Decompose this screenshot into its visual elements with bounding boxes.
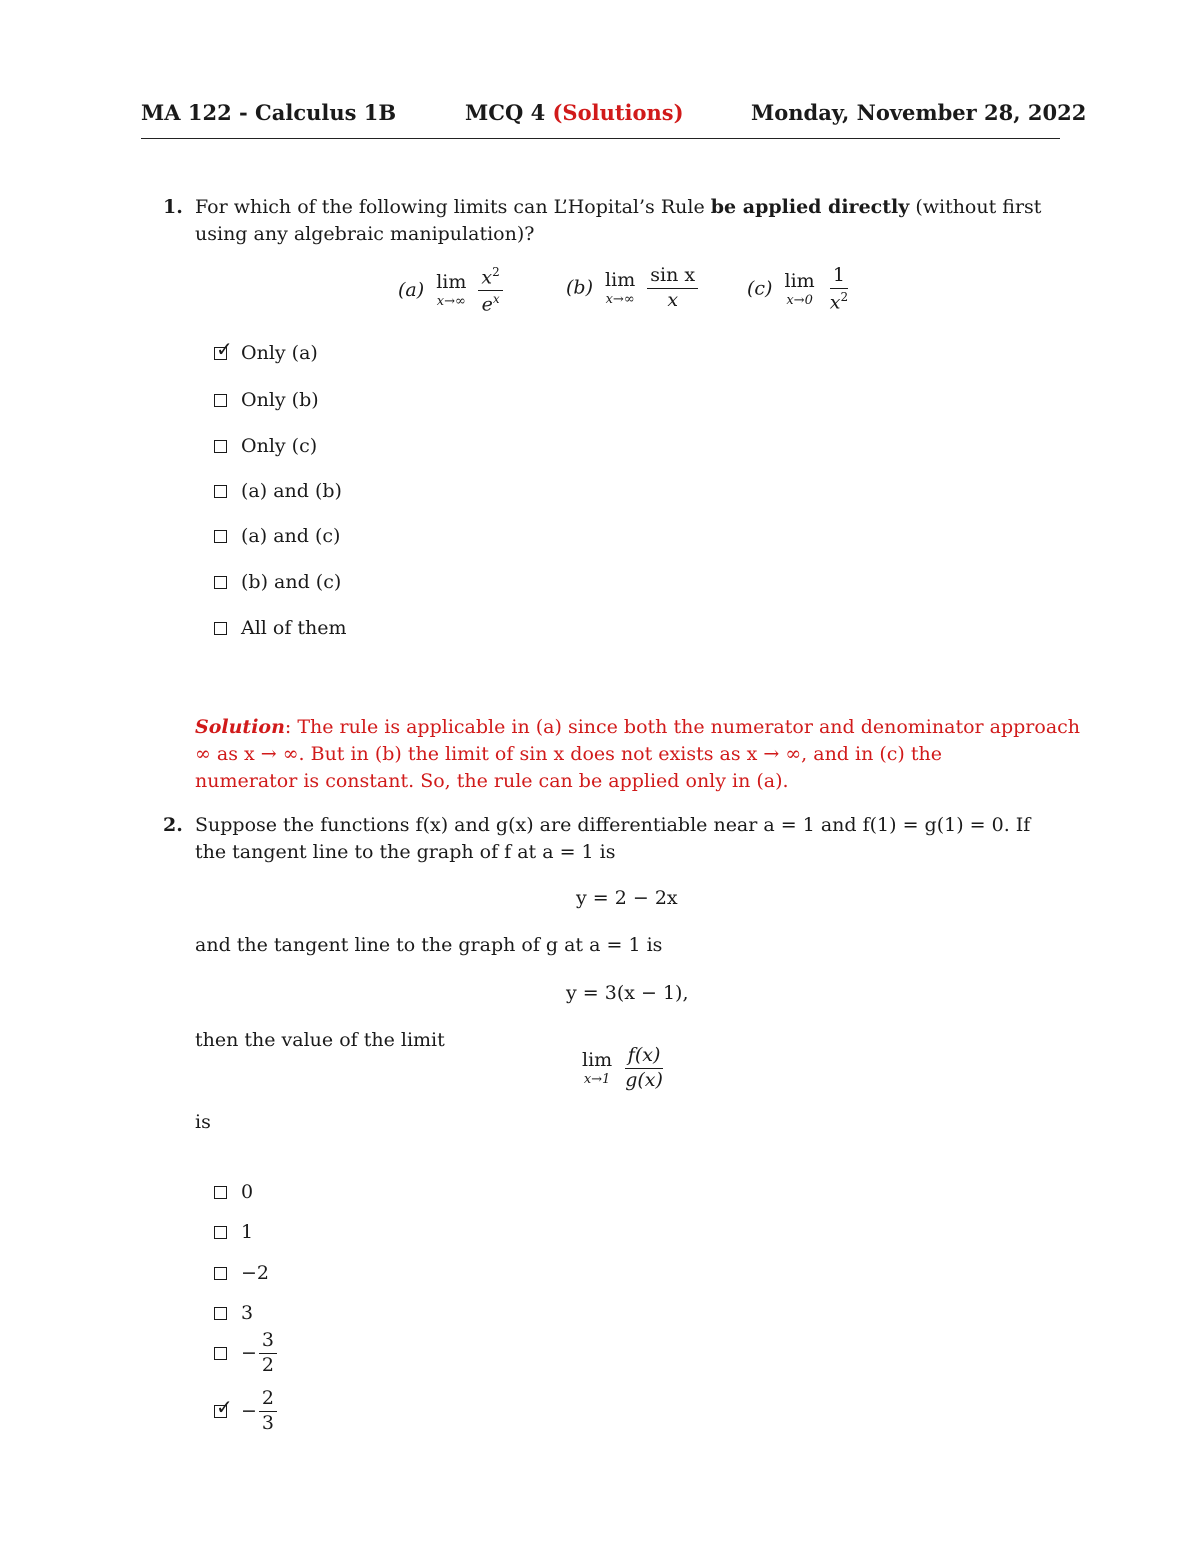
checkmark-icon: ✓: [216, 1394, 233, 1419]
solution-line3: numerator is constant. So, the rule can be applied only in (a).: [195, 770, 789, 792]
q1-option-2[interactable]: [214, 389, 319, 411]
q1-option-1[interactable]: [214, 336, 318, 364]
q1-number: 1.: [163, 196, 183, 218]
q1-option-label: (b) and (c): [241, 571, 342, 593]
q1-text-a: For which of the following limits can L’Hopital’s Rule: [195, 196, 705, 218]
q2-limit-num: f(x): [625, 1046, 664, 1069]
q2-option-1[interactable]: [214, 1181, 253, 1203]
limit-b-lim: lim x→∞: [605, 268, 636, 307]
q1-option-6[interactable]: [214, 571, 341, 593]
q2-option-5-frac: [259, 1331, 277, 1376]
header-rule: [141, 138, 1060, 139]
q1-option-5[interactable]: [214, 525, 340, 547]
checkbox-icon[interactable]: [214, 1186, 227, 1199]
q2-limit-den: g(x): [625, 1068, 663, 1091]
q2-option-3[interactable]: [214, 1262, 269, 1284]
limit-b: [566, 266, 698, 311]
mcq-label: MCQ 4: [465, 100, 546, 125]
limit-c-sub: x→0: [786, 293, 813, 309]
limit-a-frac: [478, 266, 502, 316]
solution-label: Solution: [195, 716, 285, 738]
limit-a-num: x: [481, 266, 493, 289]
limit-a-den-sup: x: [492, 292, 500, 307]
checkbox-icon[interactable]: [214, 1347, 227, 1360]
q2-line1: Suppose the functions f(x) and g(x) are differentiable near a = 1 and f(1) = g(1) = 0. If: [195, 814, 1031, 836]
mcq-title: [465, 100, 684, 125]
q2-limit: [582, 1046, 666, 1091]
limit-c-lim: lim x→0: [784, 270, 815, 309]
limit-b-frac: [647, 266, 698, 311]
q2-option-5[interactable]: [214, 1331, 277, 1376]
checkbox-icon[interactable]: [214, 394, 227, 407]
course-title: MA 122 - Calculus 1B: [141, 100, 397, 125]
q1-text-line1: [195, 196, 1041, 218]
q1-text-b: (without first: [915, 196, 1042, 218]
limit-b-num: sin x: [647, 266, 698, 289]
q2-limit-word: lim: [582, 1048, 613, 1071]
limit-c: [747, 266, 851, 313]
solution-text-1: : The rule is applicable in (a) since both the numerator and denominator approach: [284, 716, 1081, 738]
q2-line2: the tangent line to the graph of f at a = 1 is: [195, 841, 616, 863]
q1-option-label: Only (c): [241, 435, 318, 457]
checkbox-icon[interactable]: [214, 1307, 227, 1320]
q2-limit-lim: [582, 1048, 613, 1087]
date: Monday, November 28, 2022: [751, 100, 1087, 125]
limit-c-frac: [827, 266, 851, 313]
q2-limit-sub: x→1: [583, 1071, 611, 1087]
q2-option-6-frac: [259, 1389, 277, 1434]
checkbox-icon[interactable]: [214, 485, 227, 498]
q2-option-6-den: 3: [261, 1411, 275, 1434]
limit-a-lim: lim x→∞: [436, 271, 467, 310]
checkbox-icon[interactable]: [214, 1226, 227, 1239]
q2-option-5-num: 3: [259, 1331, 277, 1354]
q2-option-2[interactable]: [214, 1221, 253, 1243]
q1-option-label: All of them: [241, 617, 347, 639]
solutions-tag: (Solutions): [552, 100, 684, 125]
q2-option-label: −2: [241, 1262, 270, 1284]
q2-limit-frac: [622, 1046, 666, 1091]
q1-option-label: Only (a): [241, 342, 318, 364]
checkbox-icon[interactable]: [214, 336, 233, 361]
checkmark-icon: ✓: [216, 336, 233, 361]
limit-c-den-sup: 2: [840, 289, 849, 304]
q1-option-label: (a) and (b): [241, 480, 342, 502]
limit-c-den: x: [829, 291, 841, 314]
q2-option-sign: −: [241, 1400, 257, 1423]
q2-option-label: 0: [241, 1181, 254, 1203]
q1-option-label: Only (b): [241, 389, 319, 411]
q2-equation-2: y = 3(x − 1),: [566, 982, 689, 1004]
q2-option-label: 1: [241, 1221, 254, 1243]
q2-line4: then the value of the limit: [195, 1029, 445, 1051]
q2-option-6-num: 2: [259, 1389, 277, 1412]
q1-option-label: (a) and (c): [241, 525, 341, 547]
solution-line1: [195, 716, 1080, 738]
checkbox-icon[interactable]: [214, 440, 227, 453]
q1-text-bold: be applied directly: [710, 196, 910, 218]
solution-line2: ∞ as x → ∞. But in (b) the limit of sin x does not exists as x → ∞, and in (c) the: [195, 743, 942, 765]
limit-a: [398, 266, 503, 316]
limit-c-num: 1: [830, 266, 848, 289]
q2-option-6[interactable]: [214, 1389, 277, 1434]
limit-a-sub: x→∞: [436, 294, 466, 310]
q2-number: 2.: [163, 814, 183, 836]
q1-text-line2: using any algebraic manipulation)?: [195, 223, 535, 245]
q2-line5: is: [195, 1111, 211, 1133]
q2-option-sign: −: [241, 1342, 257, 1365]
limit-c-label: (c): [747, 277, 773, 300]
checkbox-icon[interactable]: [214, 1394, 233, 1419]
q1-option-7[interactable]: [214, 617, 347, 639]
limit-a-num-sup: 2: [492, 265, 500, 279]
checkbox-icon[interactable]: [214, 576, 227, 589]
q2-line3: and the tangent line to the graph of g at a = 1 is: [195, 934, 663, 956]
q2-option-5-den: 2: [261, 1353, 275, 1376]
q2-equation-1: y = 2 − 2x: [576, 887, 678, 909]
q2-option-label: 3: [241, 1302, 254, 1324]
checkbox-icon[interactable]: [214, 622, 227, 635]
limit-b-den: x: [667, 288, 679, 311]
q1-option-4[interactable]: [214, 480, 342, 502]
checkbox-icon[interactable]: [214, 1267, 227, 1280]
limit-b-label: (b): [566, 276, 593, 299]
q1-option-3[interactable]: [214, 435, 317, 457]
limit-a-label: (a): [398, 278, 425, 301]
q2-option-4[interactable]: [214, 1302, 253, 1324]
checkbox-icon[interactable]: [214, 530, 227, 543]
limit-a-den: e: [481, 293, 493, 316]
limit-b-sub: x→∞: [605, 291, 635, 307]
